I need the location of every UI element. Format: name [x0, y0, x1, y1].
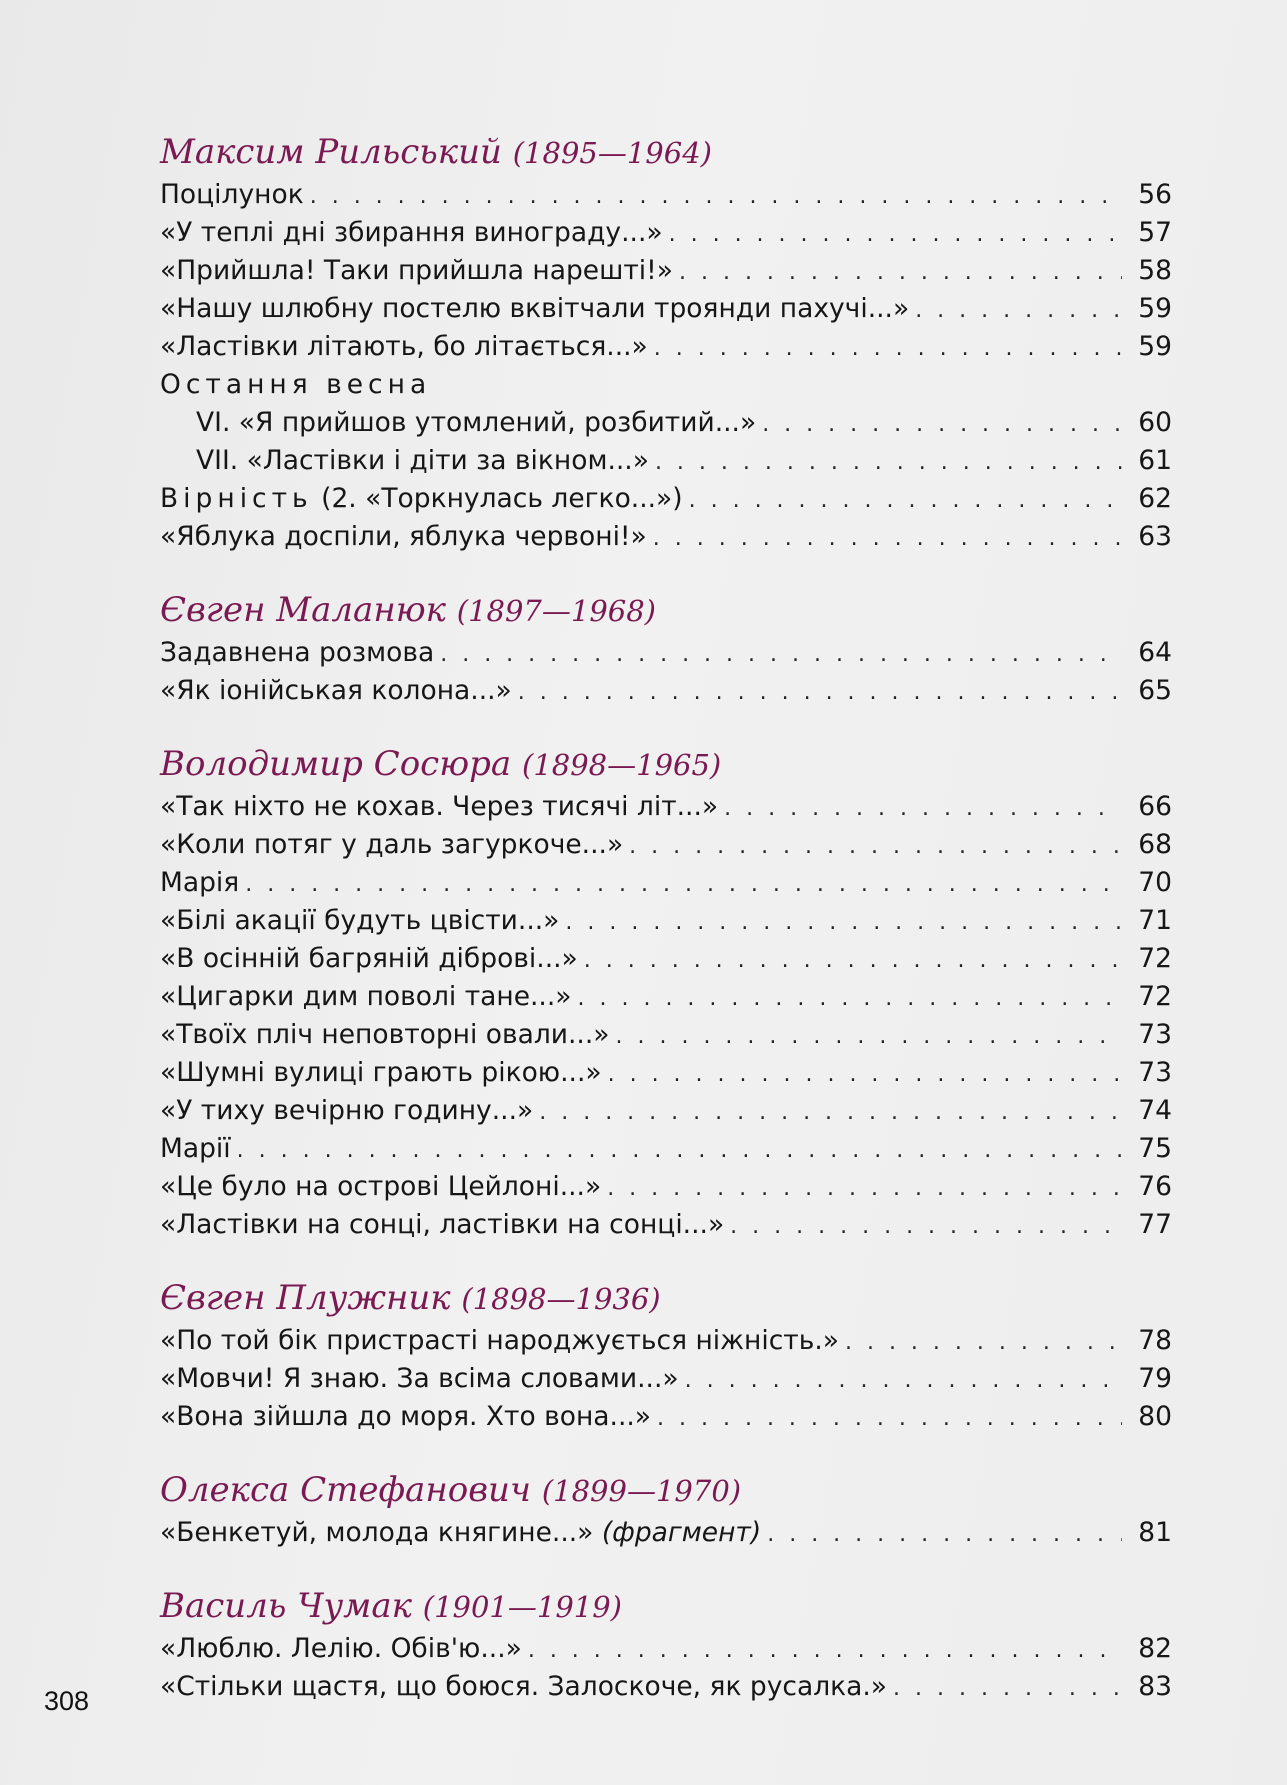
dot-leader [679, 254, 1122, 292]
entry-title [160, 1630, 522, 1668]
toc-entry [160, 788, 1172, 826]
entry-title [160, 864, 239, 902]
entry-title [160, 480, 683, 518]
toc-entry [160, 1360, 1172, 1398]
entry-title [160, 672, 512, 710]
toc-entry [160, 176, 1172, 214]
toc-entry [160, 1630, 1172, 1668]
entry-page-number: 72 [1138, 943, 1172, 974]
toc-entry [160, 864, 1172, 902]
toc-entry [160, 672, 1172, 710]
dot-leader [578, 980, 1123, 1018]
toc-entry [160, 442, 1172, 480]
entry-title [160, 328, 648, 366]
dot-leader [629, 828, 1122, 866]
toc-entry [160, 404, 1172, 442]
entry-page-number: 83 [1138, 1671, 1172, 1702]
entry-title-text: «В осінній багряній діброві...» [160, 943, 578, 974]
author-heading [160, 1582, 1172, 1630]
toc-entry [160, 518, 1172, 556]
toc-entry [160, 1092, 1172, 1130]
entry-title [160, 252, 673, 290]
entry-title-note: (фрагмент) [593, 1517, 762, 1548]
dot-leader [762, 406, 1122, 444]
entry-page-number: 73 [1138, 1019, 1172, 1050]
toc-entry [160, 902, 1172, 940]
entry-title [160, 1092, 533, 1130]
toc-entry [160, 252, 1172, 290]
entry-title [160, 1054, 602, 1092]
author-years: (1899—1970) [541, 1474, 742, 1508]
entry-title-text: «Нашу шлюбну постелю вквітчали троянди пахучі...» [160, 293, 910, 324]
entry-page-number: 64 [1138, 637, 1172, 668]
entry-title [160, 176, 304, 214]
entry-title [160, 788, 718, 826]
entry-title-text: «Стільки щастя, що боюся. Залоскоче, як русалка.» [160, 1671, 888, 1702]
entry-page-number: 58 [1138, 255, 1172, 286]
dot-leader [655, 444, 1122, 482]
entry-page-number: 71 [1138, 905, 1172, 936]
entry-title [196, 442, 649, 480]
entry-title-text: «Прийшла! Таки прийшла нарешті!» [160, 255, 673, 286]
author-years: (1898—1936) [461, 1282, 661, 1316]
entry-title [160, 1360, 679, 1398]
entry-title-text: Поцілунок [160, 179, 304, 210]
entry-title-text: «Ластівки літають, бо літається...» [160, 331, 648, 362]
toc-entry [160, 1514, 1172, 1552]
entry-title-text: «Так ніхто не кохав. Через тисячі літ...» [160, 791, 719, 822]
dot-leader [440, 636, 1122, 674]
author-name: Володимир Сосюра [160, 744, 512, 784]
entry-title [160, 1206, 724, 1244]
dot-leader [689, 482, 1122, 520]
entry-title-text: «Як іонійськая колона...» [160, 675, 512, 706]
entry-title [160, 1016, 610, 1054]
entry-title-text: «Твоїх пліч неповторні овали...» [160, 1019, 610, 1050]
author-years: (1897—1968) [456, 594, 656, 628]
entry-title-text: Марія [160, 867, 240, 898]
dot-leader [730, 1208, 1122, 1246]
entry-title-text: «Люблю. Лелію. Обів'ю...» [160, 1633, 522, 1664]
entry-title [160, 290, 909, 328]
entry-title [160, 214, 663, 252]
dot-leader [245, 866, 1122, 904]
entry-title [160, 826, 623, 864]
toc-entry [160, 1206, 1172, 1244]
entry-page-number: 78 [1138, 1325, 1172, 1356]
entry-page-number: 63 [1138, 521, 1172, 552]
entry-page-number: 65 [1138, 675, 1172, 706]
entry-page-number: 57 [1138, 217, 1172, 248]
dot-leader [565, 904, 1122, 942]
entry-title [196, 404, 756, 442]
entry-page-number: 59 [1138, 293, 1172, 324]
dot-leader [237, 1132, 1122, 1170]
entry-title-text: «У теплі дні збирання винограду...» [160, 217, 663, 248]
entry-page-number: 80 [1138, 1401, 1172, 1432]
dot-leader [653, 520, 1122, 558]
entry-title-text: «Шумні вулиці грають рікою...» [160, 1057, 602, 1088]
entry-page-number: 66 [1138, 791, 1172, 822]
dot-leader [607, 1170, 1122, 1208]
section-gap [160, 1552, 1172, 1582]
entry-title-text: «Вона зійшла до моря. Хто вона...» [160, 1401, 652, 1432]
entry-title [160, 634, 434, 672]
dot-leader [608, 1056, 1122, 1094]
page-number: 308 [44, 1686, 90, 1716]
toc-entry [160, 826, 1172, 864]
entry-title-text: «Бенкетуй, молода княгине...» [160, 1517, 594, 1548]
entry-page-number: 76 [1138, 1171, 1172, 1202]
table-of-contents [160, 128, 1172, 1706]
entry-title [160, 1514, 761, 1552]
dot-leader [845, 1324, 1122, 1362]
toc-entry [160, 1016, 1172, 1054]
entry-page-number: 75 [1138, 1133, 1172, 1164]
section-gap [160, 1436, 1172, 1466]
entry-title-rest: (2. «Торкнулась легко...») [312, 483, 683, 514]
dot-leader [767, 1516, 1122, 1554]
entry-title [160, 1322, 839, 1360]
author-name: Олекса Стефанович [160, 1470, 532, 1510]
cycle-title: Остання весна [160, 369, 432, 400]
toc-entry [160, 1322, 1172, 1360]
entry-title-text: «Це було на острові Цейлоні...» [160, 1171, 602, 1202]
entry-title-text: «Коли потяг у даль загуркоче...» [160, 829, 624, 860]
entry-title-text: Задавнена розмова [160, 637, 435, 668]
toc-entry [160, 1054, 1172, 1092]
author-name: Василь Чумак [160, 1586, 412, 1626]
dot-leader [685, 1362, 1122, 1400]
dot-leader [724, 790, 1122, 828]
author-years: (1901—1919) [422, 1590, 622, 1624]
author-heading [160, 586, 1172, 634]
author-name: Євген Маланюк [160, 590, 446, 630]
entry-page-number: 62 [1138, 483, 1172, 514]
author-name: Максим Рильський [160, 132, 502, 172]
entry-title [160, 1168, 601, 1206]
entry-page-number: 73 [1138, 1057, 1172, 1088]
dot-leader [669, 216, 1122, 254]
entry-title-text: VI. «Я прийшов утомлений, розбитий...» [196, 407, 757, 438]
entry-page-number: 79 [1138, 1363, 1172, 1394]
entry-page-number: 59 [1138, 331, 1172, 362]
entry-page-number: 72 [1138, 981, 1172, 1012]
section-gap [160, 710, 1172, 740]
toc-entry [160, 1398, 1172, 1436]
entry-page-number: 68 [1138, 829, 1172, 860]
dot-leader [616, 1018, 1123, 1056]
entry-title-text: «Білі акації будуть цвісти...» [160, 905, 560, 936]
author-heading [160, 128, 1172, 176]
toc-entry [160, 1168, 1172, 1206]
entry-title-text: «Цигарки дим поволі тане...» [160, 981, 572, 1012]
entry-title-text: Марії [160, 1133, 231, 1164]
author-heading [160, 1466, 1172, 1514]
entry-title [160, 1668, 887, 1706]
entry-title-text: «По той бік пристрасті народжується ніжність.» [160, 1325, 839, 1356]
author-name: Євген Плужник [160, 1278, 451, 1318]
toc-entry [160, 214, 1172, 252]
section-gap [160, 1244, 1172, 1274]
toc-entry [160, 634, 1172, 672]
author-years: (1898—1965) [522, 748, 722, 782]
entry-page-number: 77 [1138, 1209, 1172, 1240]
toc-entry [160, 290, 1172, 328]
toc-entry [160, 940, 1172, 978]
entry-title [160, 1130, 231, 1168]
dot-leader [528, 1632, 1122, 1670]
entry-page-number: 61 [1138, 445, 1172, 476]
dot-leader [915, 292, 1122, 330]
dot-leader [518, 674, 1122, 712]
author-heading [160, 740, 1172, 788]
dot-leader [654, 330, 1122, 368]
entry-page-number: 74 [1138, 1095, 1172, 1126]
toc-entry [160, 1130, 1172, 1168]
dot-leader [310, 178, 1122, 216]
cycle-heading [160, 366, 1172, 404]
toc-entry [160, 978, 1172, 1016]
entry-title-spaced: Вірність [160, 483, 313, 514]
toc-entry [160, 1668, 1172, 1706]
entry-title [160, 518, 647, 556]
entry-title-text: «Ластівки на сонці, ластівки на сонці...» [160, 1209, 725, 1240]
entry-page-number: 82 [1138, 1633, 1172, 1664]
entry-title-text: «Мовчи! Я знаю. За всіма словами...» [160, 1363, 679, 1394]
author-years: (1895—1964) [512, 136, 712, 170]
dot-leader [539, 1094, 1122, 1132]
entry-page-number: 70 [1138, 867, 1172, 898]
entry-page-number: 60 [1138, 407, 1172, 438]
toc-entry [160, 480, 1172, 518]
entry-title-text: VII. «Ластівки і діти за вікном...» [196, 445, 649, 476]
entry-page-number: 81 [1138, 1517, 1172, 1548]
dot-leader [893, 1670, 1122, 1708]
dot-leader [584, 942, 1122, 980]
entry-title [160, 1398, 651, 1436]
entry-page-number: 56 [1138, 179, 1172, 210]
dot-leader [657, 1400, 1122, 1438]
entry-title-text: «Яблука доспіли, яблука червоні!» [160, 521, 647, 552]
entry-title [160, 940, 578, 978]
entry-title [160, 902, 559, 940]
toc-entry [160, 328, 1172, 366]
author-heading [160, 1274, 1172, 1322]
entry-title-text: «У тиху вечірню годину...» [160, 1095, 534, 1126]
section-gap [160, 556, 1172, 586]
entry-title [160, 978, 572, 1016]
